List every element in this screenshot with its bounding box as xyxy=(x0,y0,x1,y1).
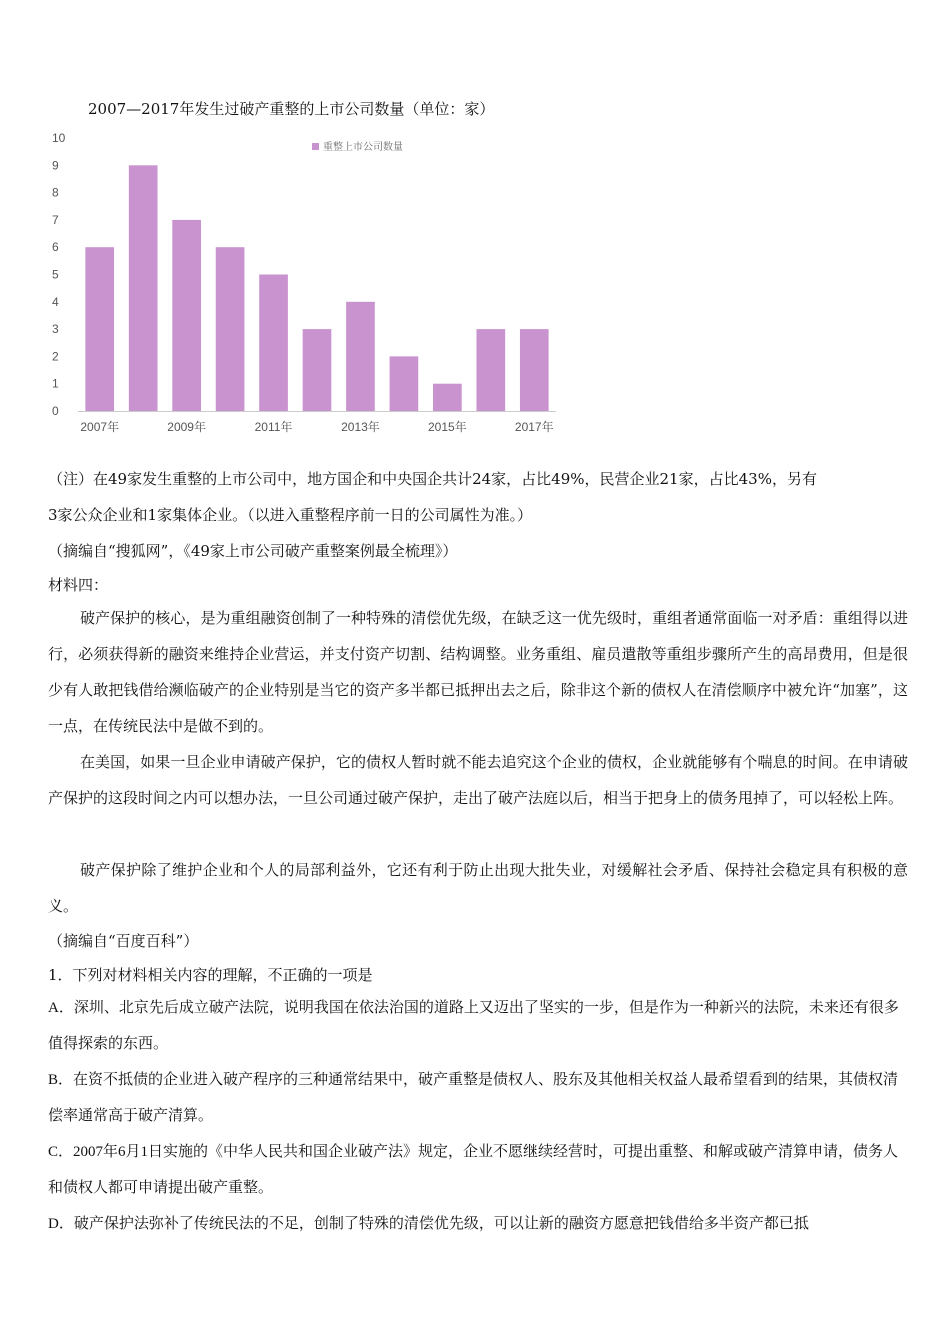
material4-heading: 材料四： xyxy=(48,576,109,594)
bar xyxy=(476,329,505,411)
bar xyxy=(390,356,419,411)
x-axis xyxy=(80,419,553,434)
option-a: A．深圳、北京先后成立破产法院，说明我国在依法治国的道路上又迈出了坚实的一步，但是作为一种新兴的法院，未来还有很多值得探索的东西。 xyxy=(48,1000,899,1052)
y-tick-label: 10 xyxy=(52,131,66,145)
note-line-2: 3家公众企业和1家集体企业。（以进入重整程序前一日的公司属性为准。） xyxy=(48,506,533,524)
y-tick-label: 2 xyxy=(52,349,59,364)
legend xyxy=(312,140,403,153)
option-d: D．破产保护法弥补了传统民法的不足，创制了特殊的清偿优先级，可以让新的融资方愿意把钱借给多半资产都已抵 xyxy=(48,1216,809,1232)
bar xyxy=(172,220,201,411)
option-c: C．2007年6月1日实施的《中华人民共和国企业破产法》规定，企业不愿继续经营时，可提出重整、和解或破产清算申请，债务人和债权人都可申请提出破产重整。 xyxy=(48,1144,899,1196)
chart-svg xyxy=(48,128,568,443)
y-tick-label: 6 xyxy=(52,240,59,255)
material4-paragraph-1: 破产保护的核心，是为重组融资创制了一种特殊的清偿优先级，在缺乏这一优先级时，重组者通常面临一对矛盾：重组得以进行，必须获得新的融资来维持企业营运，并支付资产切割、结构调整。业务重组、雇员遣散等重组步骤所产生的高昂费用，但是很少有人敢把钱借给濒临破产的企业特别是当它的资产多半都已抵押出去之后，除非这个新的债权人在清偿顺序中被允许“加塞”，这一点，在传统民法中是做不到的。 xyxy=(48,609,908,735)
bar xyxy=(303,329,332,411)
y-tick-label: 8 xyxy=(52,185,59,200)
question-stem: 1．下列对材料相关内容的理解，不正确的一项是 xyxy=(48,966,373,984)
x-tick-label: 2013年 xyxy=(341,420,380,434)
material4-paragraph-3: 破产保护除了维护企业和个人的局部利益外，它还有利于防止出现大批失业，对缓解社会矛盾、保持社会稳定具有积极的意义。 xyxy=(48,861,908,915)
bar xyxy=(85,247,114,411)
bar xyxy=(346,302,375,411)
option-b: B．在资不抵债的企业进入破产程序的三种通常结果中，破产重整是债权人、股东及其他相关权益人最希望看到的结果，其债权清偿率通常高于破产清算。 xyxy=(48,1072,899,1124)
material4-paragraph-2: 在美国，如果一旦企业申请破产保护，它的债权人暂时就不能去追究这个企业的债权，企业就能够有个喘息的时间。在申请破产保护的这段时间之内可以想办法，一旦公司通过破产保护，走出了破产法庭以后，相当于把身上的债务甩掉了，可以轻松上阵。 xyxy=(48,753,908,807)
bar-chart xyxy=(48,98,568,443)
x-tick-label: 2017年 xyxy=(514,420,554,434)
material4-source: （摘编自“百度百科”） xyxy=(48,932,199,950)
y-tick-label: 4 xyxy=(52,294,59,309)
x-tick-label: 2009年 xyxy=(167,420,206,434)
y-tick-label: 1 xyxy=(52,376,59,391)
legend-label: 重整上市公司数量 xyxy=(323,142,403,153)
bar-series xyxy=(85,165,548,411)
y-tick-label: 7 xyxy=(52,212,59,227)
legend-swatch xyxy=(312,143,319,150)
note-line-1: （注）在49家发生重整的上市公司中，地方国企和中央国企共计24家，占比49%，民营企业21家，占比43%，另有 xyxy=(48,470,817,488)
bar xyxy=(216,247,245,411)
y-tick-label: 0 xyxy=(52,404,59,418)
bar xyxy=(433,384,462,411)
y-tick-label: 9 xyxy=(52,158,59,173)
bar xyxy=(129,165,158,411)
bar xyxy=(259,275,288,412)
x-tick-label: 2015年 xyxy=(428,420,467,434)
bar xyxy=(520,329,549,411)
chart-title: 2007—2017年发生过破产重整的上市公司数量（单位：家） xyxy=(88,100,495,118)
x-tick-label: 2011年 xyxy=(254,420,293,434)
note-source: （摘编自“搜狐网”，《49家上市公司破产重整案例最全梳理》） xyxy=(48,542,458,560)
y-axis xyxy=(52,131,66,418)
y-tick-label: 3 xyxy=(52,322,59,337)
x-tick-label: 2007年 xyxy=(80,420,120,434)
y-tick-label: 5 xyxy=(52,267,59,282)
